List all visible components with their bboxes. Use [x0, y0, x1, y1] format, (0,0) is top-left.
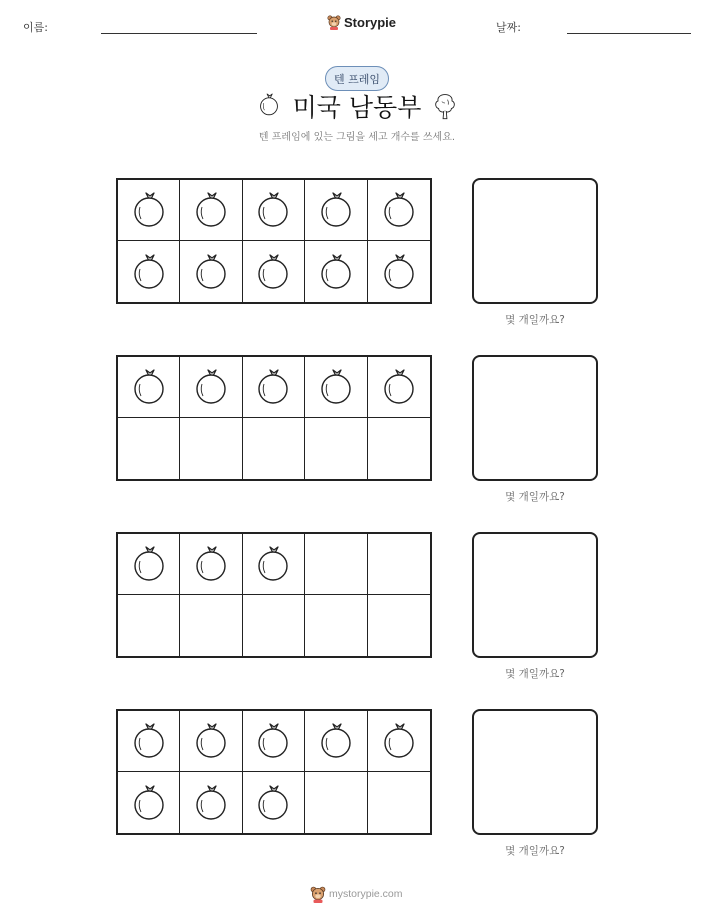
- frame-cell: [243, 772, 305, 833]
- footer: [310, 885, 403, 903]
- peach-icon: [379, 367, 419, 407]
- frame-cell: [305, 180, 367, 241]
- frame-cell: [118, 241, 180, 302]
- peach-icon: [253, 783, 293, 823]
- frame-cell: [305, 418, 367, 479]
- ten-frame: [116, 178, 432, 304]
- frame-cell: [243, 357, 305, 418]
- ten-frame: [116, 532, 432, 658]
- footer-url[interactable]: mystorypie.com: [329, 888, 403, 900]
- peach-icon: [379, 252, 419, 292]
- page-title: 미국 남동부: [292, 93, 422, 122]
- brand-name: Storypie: [344, 14, 397, 30]
- frame-cell: [243, 418, 305, 479]
- peach-icon: [191, 783, 231, 823]
- frame-cell: [368, 534, 430, 595]
- peach-icon: [191, 367, 231, 407]
- frame-cell: [368, 595, 430, 656]
- frame-cell: [180, 357, 242, 418]
- frame-cell: [180, 534, 242, 595]
- frame-cell: [368, 772, 430, 833]
- peach-icon: [316, 721, 356, 761]
- frame-cell: [243, 595, 305, 656]
- count-question: 몇 개일까요?: [505, 668, 565, 680]
- frame-cell: [305, 772, 367, 833]
- answer-box[interactable]: [472, 532, 598, 658]
- frame-cell: [118, 180, 180, 241]
- frame-cell: [118, 418, 180, 479]
- peach-icon: [253, 721, 293, 761]
- frame-cell: [180, 772, 242, 833]
- peach-icon: [379, 721, 419, 761]
- frame-cell: [180, 595, 242, 656]
- frame-cell: [368, 418, 430, 479]
- frame-cell: [118, 595, 180, 656]
- frame-cell: [243, 180, 305, 241]
- peach-icon: [379, 190, 419, 230]
- answer-box[interactable]: [472, 709, 598, 835]
- peach-icon: [191, 544, 231, 584]
- date-line[interactable]: [567, 33, 691, 34]
- peach-icon: [129, 190, 169, 230]
- storypie-logo: [327, 14, 396, 30]
- peach-icon: [316, 252, 356, 292]
- frame-cell: [118, 357, 180, 418]
- frame-cell: [243, 241, 305, 302]
- frame-cell: [243, 711, 305, 772]
- bear-mascot-icon: [310, 885, 326, 903]
- frame-cell: [368, 241, 430, 302]
- bear-mascot-icon: [327, 14, 341, 30]
- frame-cell: [180, 180, 242, 241]
- frame-cell: [368, 711, 430, 772]
- peach-icon: [129, 783, 169, 823]
- name-label: 이름:: [23, 21, 48, 34]
- answer-box[interactable]: [472, 178, 598, 304]
- peach-icon: [191, 721, 231, 761]
- count-question: 몇 개일까요?: [505, 491, 565, 503]
- peach-icon: [191, 190, 231, 230]
- count-question: 몇 개일까요?: [505, 845, 565, 857]
- peach-icon: [253, 367, 293, 407]
- frame-cell: [180, 711, 242, 772]
- frame-cell: [243, 534, 305, 595]
- frame-cell: [180, 241, 242, 302]
- peach-icon: [129, 367, 169, 407]
- frame-cell: [305, 241, 367, 302]
- peach-icon: [253, 190, 293, 230]
- frame-cell: [305, 357, 367, 418]
- peach-icon: [316, 367, 356, 407]
- instructions: 텐 프레임에 있는 그림을 세고 개수를 쓰세요.: [258, 132, 456, 143]
- name-line[interactable]: [101, 33, 257, 34]
- frame-cell: [118, 772, 180, 833]
- frame-cell: [118, 534, 180, 595]
- peach-icon: [129, 252, 169, 292]
- peach-icon: [129, 544, 169, 584]
- ten-frame: [116, 709, 432, 835]
- peach-icon: [316, 190, 356, 230]
- topic-badge: 텐 프레임: [325, 66, 389, 91]
- peach-icon: [253, 252, 293, 292]
- peach-icon: [253, 544, 293, 584]
- frame-cell: [118, 711, 180, 772]
- date-label: 날짜:: [496, 21, 521, 34]
- peach-icon: [129, 721, 169, 761]
- count-question: 몇 개일까요?: [505, 314, 565, 326]
- frame-cell: [180, 418, 242, 479]
- frame-cell: [368, 180, 430, 241]
- frame-cell: [305, 711, 367, 772]
- answer-box[interactable]: [472, 355, 598, 481]
- peach-icon: [191, 252, 231, 292]
- ten-frame: [116, 355, 432, 481]
- frame-cell: [305, 595, 367, 656]
- frame-cell: [368, 357, 430, 418]
- frame-cell: [305, 534, 367, 595]
- oak-tree-icon: [432, 92, 458, 120]
